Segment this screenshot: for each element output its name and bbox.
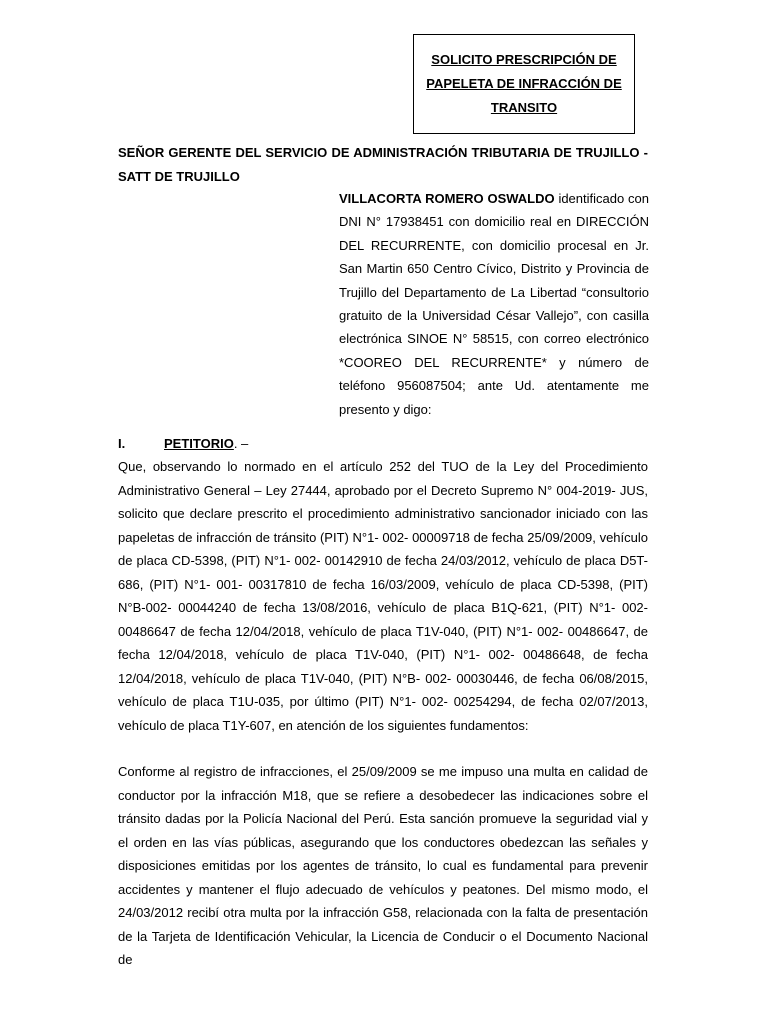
petitorio-paragraph: Que, observando lo normado en el artículo 252 del TUO de la Ley del Procedimiento Administrativo General – Ley 27444, aprobado por el Decreto Supremo N° 004-2019- JUS, solicito que declare prescrito el procedimiento administrativo sancionador iniciado con las papeletas de infracción de tránsito (PIT) N°1- 002- 00009718 de fecha 25/09/2009, vehículo de placa CD-5398, (PIT) N°1- 002- 00142910 de fecha 24/03/2012, vehículo de placa D5T-686, (PIT) N°1- 001- 00317810 de fecha 16/03/2009, vehículo de placa CD-5398, (PIT) N°B-002- 00044240 de fecha 13/08/2016, vehículo de placa B1Q-621, (PIT) N°1- 002- 00486647 de fecha 12/04/2018, vehículo de placa T1V-040, (PIT) N°1- 002- 00486647, de fecha 12/04/2018, vehículo de placa T1V-040, (PIT) N°1- 002- 00486648, de fecha 12/04/2018, vehículo de placa T1V-040, (PIT) N°B- 002- 00030446, de fecha 06/08/2015, vehículo de placa T1U-035, por último (PIT) N°1- 002- 00254294, de fecha 02/07/2013, vehículo de placa T1Y-607, en atención de los siguientes fundamentos:: [118, 459, 648, 733]
fundamentos-paragraph: Conforme al registro de infracciones, el 25/09/2009 se me impuso una multa en calidad de conductor por la infracción M18, que se refiere a desobedecer las indicaciones sobre el tránsito dadas por la Policía Nacional del Perú. Esta sanción promueve la seguridad vial y el orden en las vías públicas, asegurando que los conductores obedezcan las señales y disposiciones emitidas por los agentes de tránsito, lo cual es fundamental para prevenir accidentes y mantener el flujo adecuado de vehículos y peatones. Del mismo modo, el 24/03/2012 recibí otra multa por la infracción G58, relacionada con la falta de presentación de la Tarjeta de Identificación Vehicular, la Licencia de Conducir o el Documento Nacional de: [118, 764, 648, 967]
intro-paragraph: [339, 187, 649, 421]
section-heading: [118, 432, 648, 456]
section-suffix: . –: [233, 436, 249, 451]
addressee: SEÑOR GERENTE DEL SERVICIO DE ADMINISTRACIÓN TRIBUTARIA DE TRUJILLO - SATT DE TRUJILLO: [118, 145, 648, 184]
title-line-3: TRANSITO: [490, 100, 558, 115]
intro-text: identificado con DNI N° 17938451 con domicilio real en DIRECCIÓN DEL RECURRENTE, con domicilio procesal en Jr. San Martin 650 Centro Cívico, Distrito y Provincia de Trujillo del Departamento de La Libertad “consultorio gratuito de la Universidad César Vallejo”, con casilla electrónica SINOE N° 58515, con correo electrónico *COOREO DEL RECURRENTE* y número de teléfono 956087504; ante Ud. atentamente me presento y digo:: [339, 191, 649, 417]
section-title: PETITORIO: [164, 436, 234, 451]
section-number: I.: [118, 436, 126, 451]
title-line-1: SOLICITO PRESCRIPCIÓN DE: [431, 52, 617, 67]
applicant-name: VILLACORTA ROMERO OSWALDO: [339, 191, 555, 206]
title-line-2: PAPELETA DE INFRACCIÓN DE: [426, 76, 622, 91]
document-title-box: [413, 34, 635, 134]
